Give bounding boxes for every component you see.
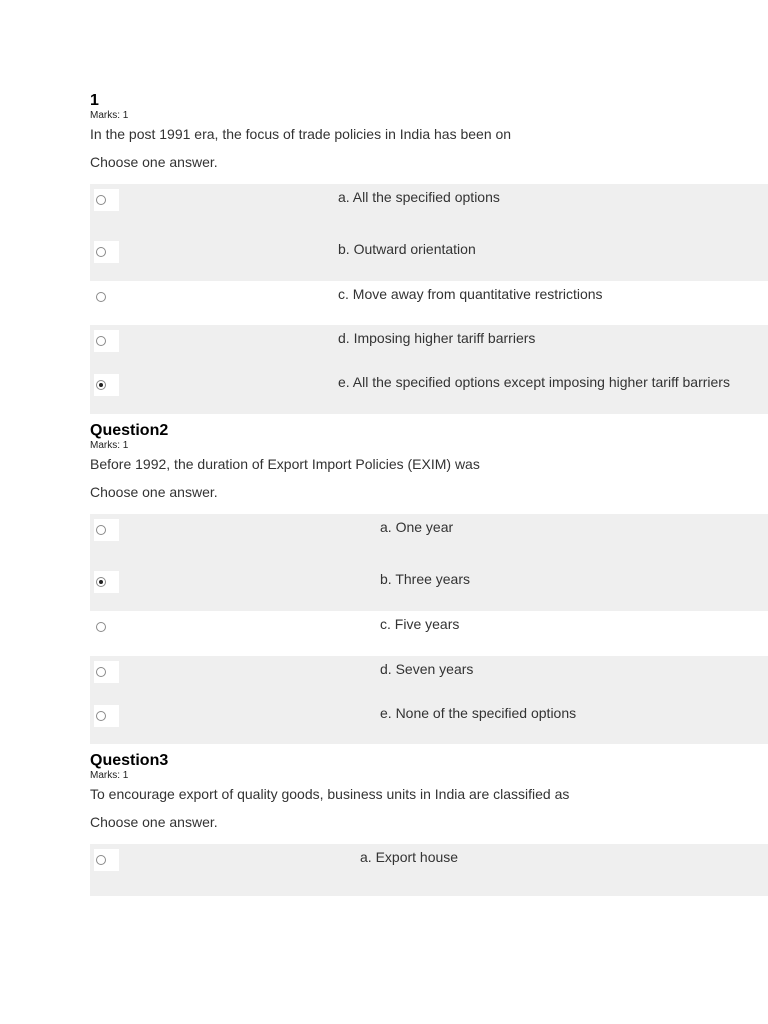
option-label[interactable]: e. All the specified options except imposing higher tariff barriers [338,374,730,390]
question-marks: Marks: 1 [90,440,129,451]
radio-button[interactable] [96,525,106,535]
radio-button[interactable] [96,622,106,632]
question-text: In the post 1991 era, the focus of trade policies in India has been on [90,126,512,142]
radio-button[interactable] [96,577,106,587]
question-marks: Marks: 1 [90,110,129,121]
option-label[interactable]: c. Five years [380,616,460,632]
answer-option-d[interactable] [90,656,768,700]
radio-button[interactable] [96,855,106,865]
answer-option-a[interactable] [90,514,768,566]
choose-one-prompt: Choose one answer. [90,484,218,500]
option-label[interactable]: a. One year [380,519,454,535]
question-2 [90,422,768,744]
answer-option-c[interactable] [90,611,768,656]
radio-button[interactable] [96,711,106,721]
question-3 [90,752,768,896]
option-label[interactable]: a. All the specified options [338,189,500,205]
question-title: Question3 [90,752,169,769]
question-marks: Marks: 1 [90,770,129,781]
answer-option-a[interactable] [90,184,768,236]
answer-options [90,514,768,744]
choose-one-prompt: Choose one answer. [90,814,218,830]
question-1 [90,92,768,414]
option-label[interactable]: d. Seven years [380,661,474,677]
question-title: Question2 [90,422,169,439]
answer-option-a[interactable] [90,844,768,896]
answer-option-b[interactable] [90,236,768,281]
radio-button[interactable] [96,667,106,677]
option-label[interactable]: d. Imposing higher tariff barriers [338,330,536,346]
question-text: To encourage export of quality goods, business units in India are classified as [90,786,570,802]
answer-option-d[interactable] [90,325,768,369]
option-label[interactable]: c. Move away from quantitative restrictions [338,286,603,302]
radio-button[interactable] [96,292,106,302]
radio-button[interactable] [96,380,106,390]
answer-options [90,184,768,414]
answer-options [90,844,768,896]
option-label[interactable]: b. Outward orientation [338,241,476,257]
choose-one-prompt: Choose one answer. [90,154,218,170]
radio-button[interactable] [96,195,106,205]
answer-option-b[interactable] [90,566,768,611]
question-title: 1 [90,92,99,109]
option-label[interactable]: b. Three years [380,571,471,587]
question-text: Before 1992, the duration of Export Import Policies (EXIM) was [90,456,480,472]
answer-option-e[interactable] [90,700,768,744]
option-label[interactable]: a. Export house [360,849,459,865]
radio-button[interactable] [96,336,106,346]
answer-option-e[interactable] [90,369,768,414]
radio-button[interactable] [96,247,106,257]
option-label[interactable]: e. None of the specified options [380,705,577,721]
answer-option-c[interactable] [90,281,768,325]
